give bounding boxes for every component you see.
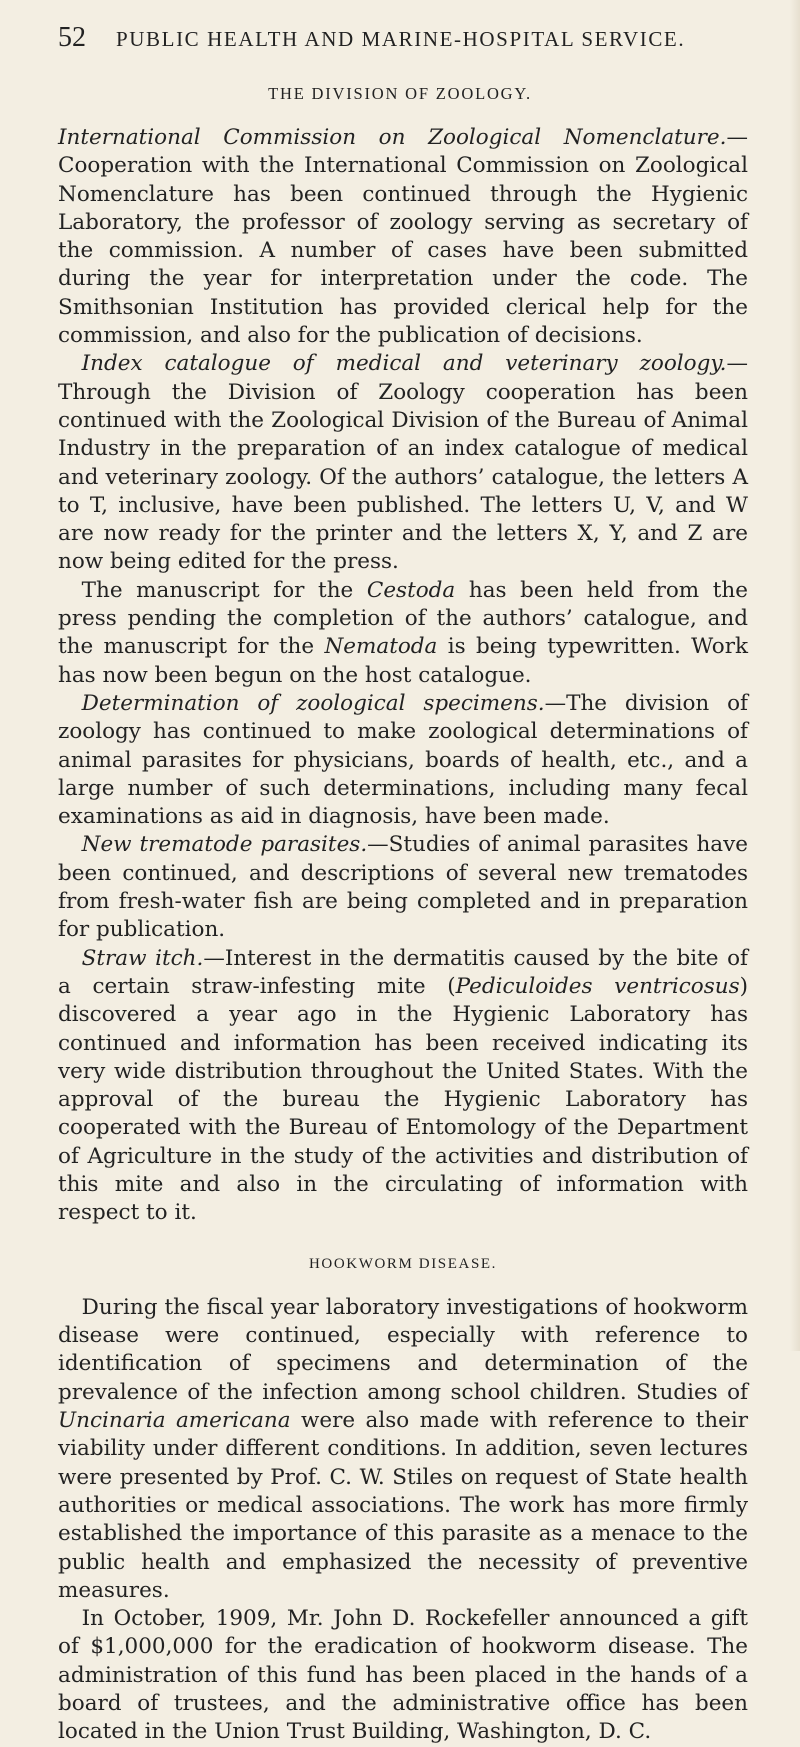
taxon-name: Nematoda: [324, 634, 438, 660]
paragraph-text: —Studies of animal parasites have been continued, and descriptions of several new trematodes from fresh-water fish are being completed and in preparation for publication.: [58, 832, 748, 943]
paragraph-text: —Through the Division of Zoology cooperation has been continued with the Zoological Division of the Bureau of Animal Industry in the preparation of an index catalogue of medical and veterinary zoology. Of the authors’ catalogue, the letters A to T, inclusive, have been published. The letters U, V, and W are now ready for the printer and the letters X, Y, and Z are now being edited for the press.: [58, 351, 748, 575]
section-title: THE DIVISION OF ZOOLOGY.: [268, 84, 532, 103]
taxon-name: Pediculoides ventricosus: [455, 973, 740, 999]
body-text: [58, 124, 748, 1747]
paragraph-heading: Index catalogue of medical and veterinary zoology.: [81, 351, 727, 377]
paragraph-text: is being typewritten. Work has now been begun on the host catalogue.: [58, 634, 749, 688]
paragraph-text: During the fiscal year laboratory investigations of hookworm disease were continued, especially with reference to identification of specimens and determination of the prevalence of the infection among school children. Studies of: [58, 1294, 748, 1405]
paragraph-hookworm-investigations: [58, 1294, 748, 1605]
paragraph-text: —Interest in the dermatitis caused by the bite of a certain straw-infesting mite (: [58, 945, 748, 999]
paragraph-heading: Straw itch.: [81, 945, 204, 971]
page-edge-shadow: [790, 0, 800, 1351]
running-head: [58, 22, 730, 54]
paragraph-heading: New trematode parasites.: [81, 832, 368, 858]
hookworm-heading: HOOKWORM DISEASE.: [308, 1255, 498, 1272]
paragraph-trematode: [58, 831, 748, 944]
paragraph-manuscript: [58, 577, 748, 690]
paragraph-text: —Cooperation with the International Commission on Zoological Nomenclature has been continued through the Hygienic Laboratory, the professor of zoology serving as secretary of the commission. A number of cases have been submitted during the year for interpretation under the code. The Smithsonian Institution has provided clerical help for the commission, and also for the publication of decisions.: [58, 125, 748, 349]
paragraph-text: has been held from the press pending the completion of the authors’ catalogue, and the manuscript for the: [58, 577, 748, 660]
paragraph-text: The manuscript for the: [81, 577, 367, 603]
taxon-name: Uncinaria americana: [58, 1408, 291, 1434]
paragraph-determination: [58, 690, 748, 831]
paragraph-index-catalogue: [58, 350, 748, 576]
page-number: 52: [58, 22, 86, 53]
paragraph-text: —The division of zoology has continued to make zoological determinations of animal parasites for physicians, boards of health, etc., and a large number of such determinations, including many fecal examinations as aid in diagnosis, have been made.: [58, 690, 749, 830]
paragraph-commission: [58, 124, 748, 350]
paragraph-rockefeller-gift: In October, 1909, Mr. John D. Rockefeller announced a gift of $1,000,000 for the eradication of hookworm disease. The administration of this fund has been placed in the hands of a board of trustees, and the administrative office has been located in the Union Trust Building, Washington, D. C.: [58, 1606, 748, 1745]
paragraph-straw-itch: [58, 945, 748, 1228]
paragraph-heading: International Commission on Zoological Nomenclature.: [58, 125, 727, 150]
paragraph-heading: Determination of zoological specimens.: [81, 690, 545, 716]
running-head-title: PUBLIC HEALTH AND MARINE-HOSPITAL SERVICE.: [116, 27, 686, 51]
taxon-name: Cestoda: [366, 577, 456, 603]
paragraph-text: ) discovered a year ago in the Hygienic Laboratory has continued and information has been received indicating its very wide distribution throughout the United States. With the approval of the bureau the Hygienic Laboratory has cooperated with the Bureau of Entomology of the Department of Agriculture in the study of the activities and distribution of this mite and also in the circulating of information with respect to it.: [58, 973, 748, 1226]
paragraph-text: were also made with reference to their viability under different conditions. In addition, seven lectures were presented by Prof. C. W. Stiles on request of State health authorities or medical associations. The work has more firmly established the importance of this parasite as a menace to the public health and emphasized the necessity of preventive measures.: [58, 1408, 749, 1603]
